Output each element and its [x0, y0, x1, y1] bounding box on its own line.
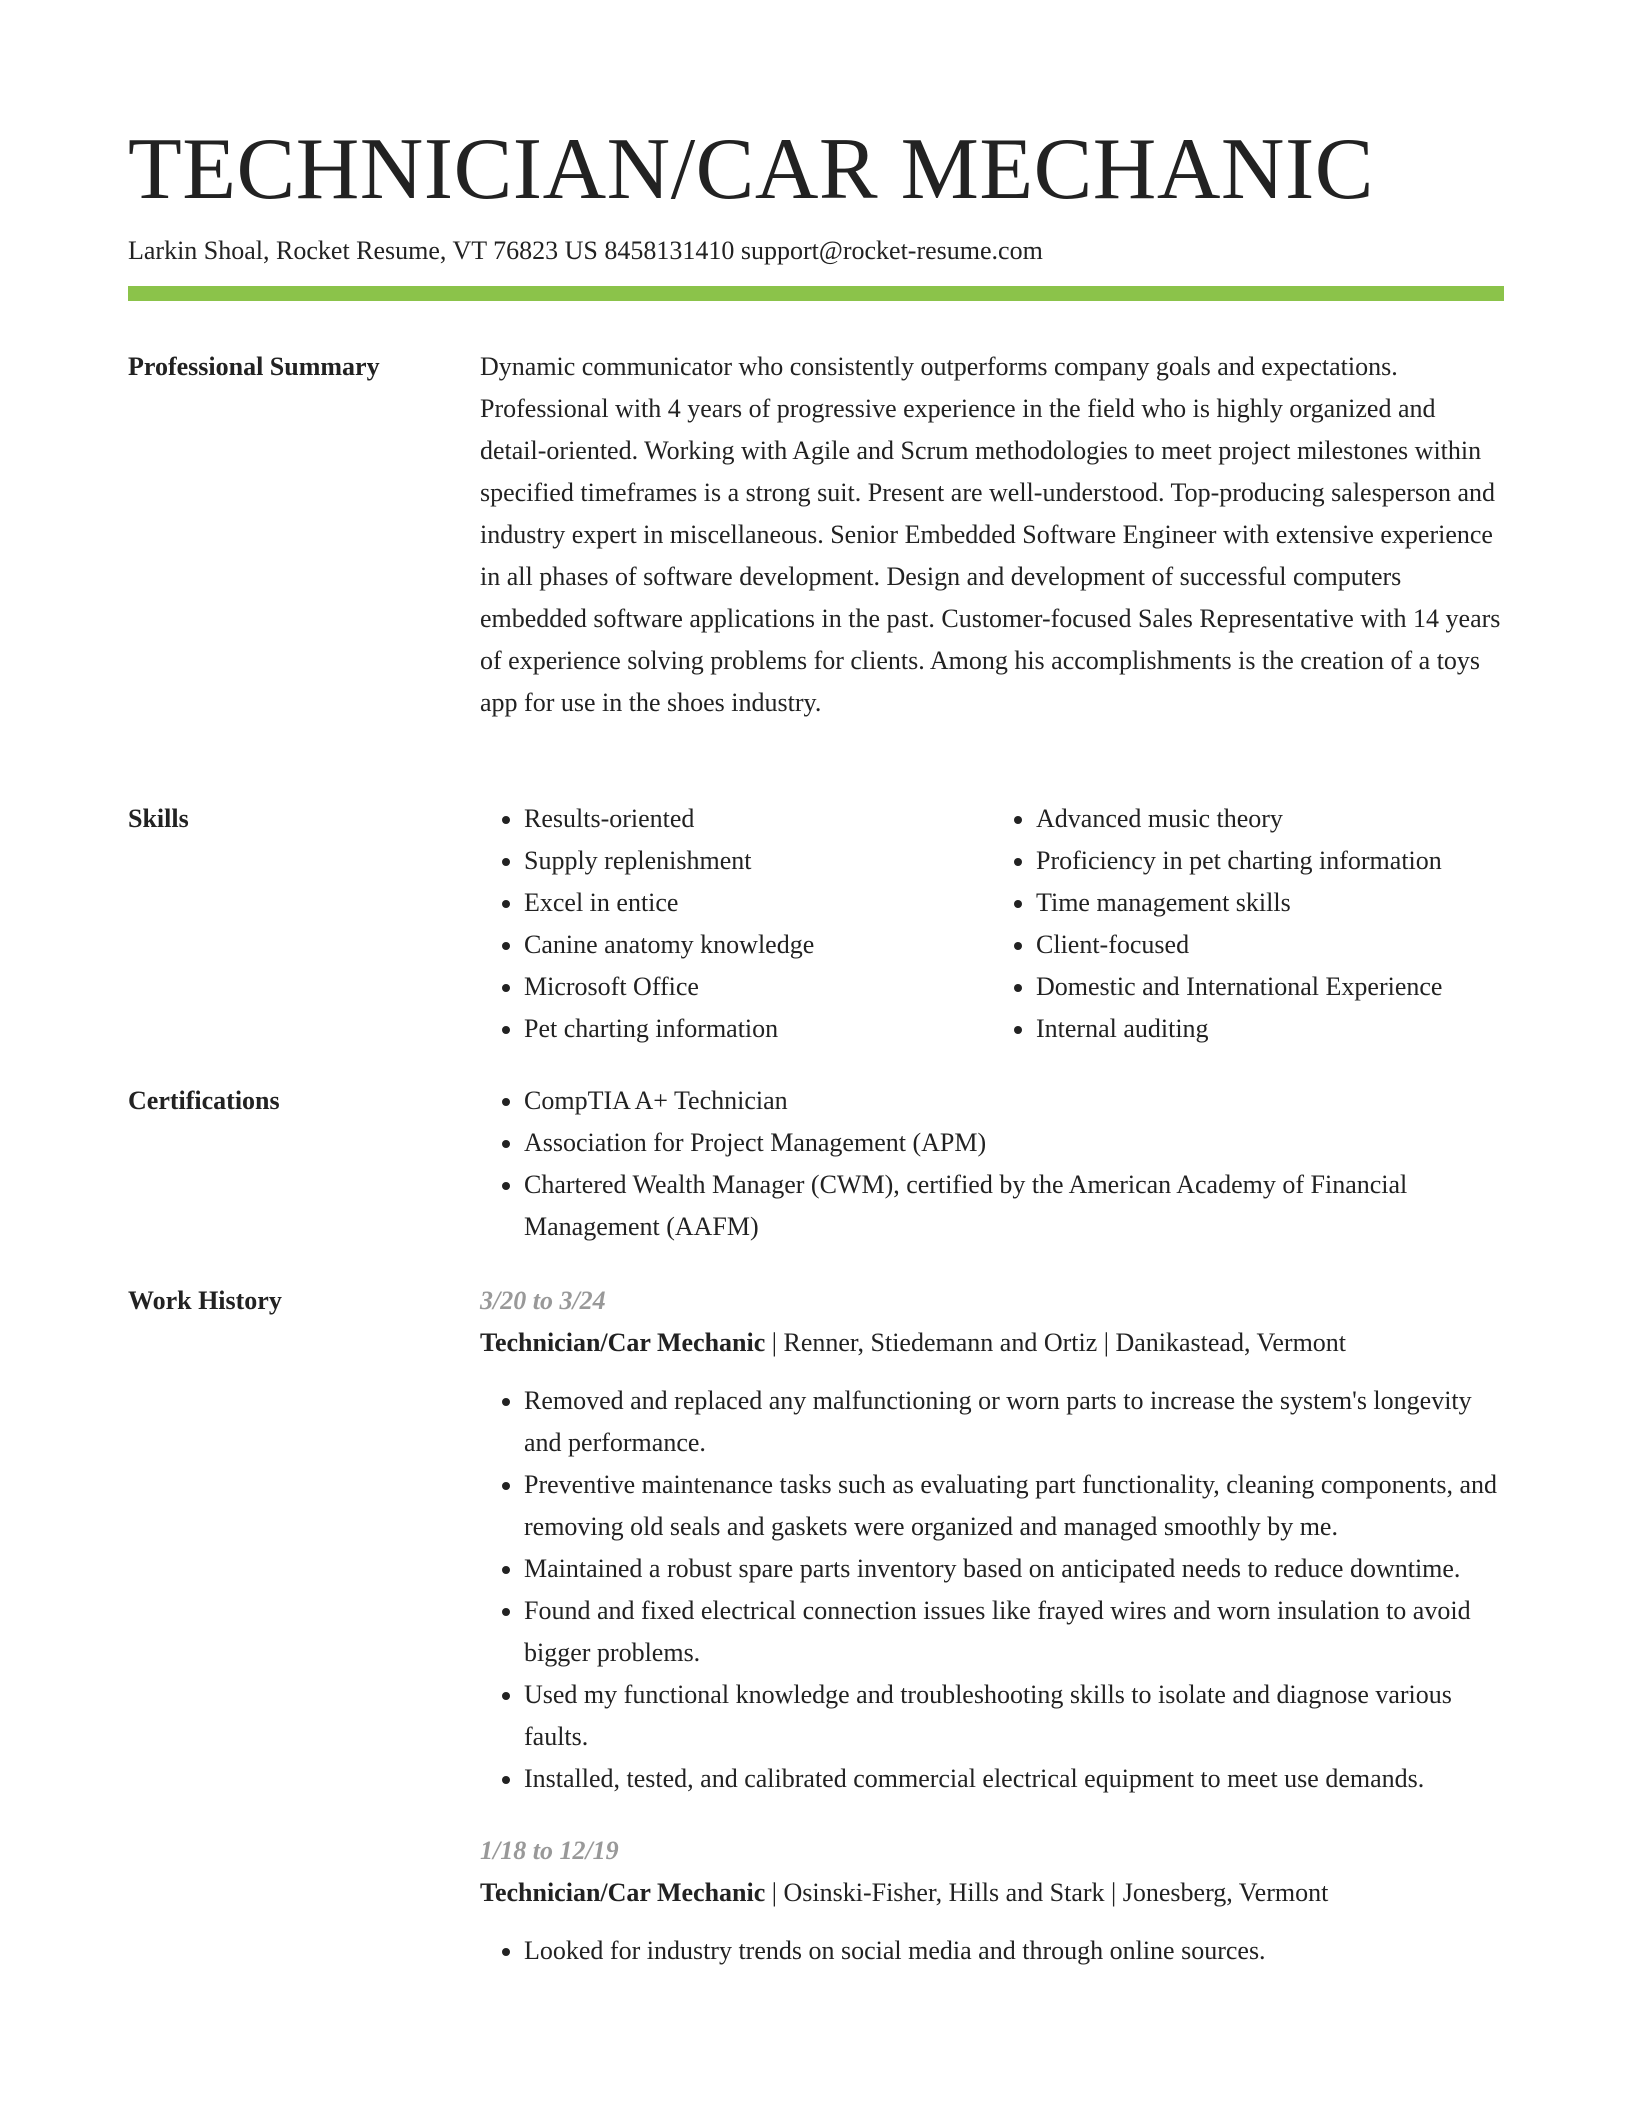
job-duties-list [480, 1930, 1504, 1972]
job-title: Technician/Car Mechanic [480, 1328, 766, 1357]
skill-item: • Pet charting information [524, 1008, 992, 1050]
skills-columns [480, 798, 1504, 1050]
job-duty-item: • Found and fixed electrical connection issues like frayed wires and worn insulation to avoid bigger problems. [524, 1590, 1504, 1674]
job-dates: 1/18 to 12/19 [480, 1836, 619, 1865]
job-duty-item: • Used my functional knowledge and troubleshooting skills to isolate and diagnose various faults. [524, 1674, 1504, 1758]
job-duty-item: • Removed and replaced any malfunctioning or worn parts to increase the system's longevity and performance. [524, 1380, 1504, 1464]
header-divider [128, 286, 1504, 301]
contact-phone: 8458131410 [604, 236, 735, 265]
summary-body [480, 346, 1504, 724]
certification-item: • Chartered Wealth Manager (CWM), certified by the American Academy of Financial Management (AAFM) [524, 1164, 1504, 1248]
job-duty-item: • Looked for industry trends on social media and through online sources. [524, 1930, 1504, 1972]
certification-item: • CompTIA A+ Technician [524, 1080, 1504, 1122]
skill-item: • Domestic and International Experience [1036, 966, 1504, 1008]
job-entry [480, 1830, 1504, 1972]
skill-item: • Advanced music theory [1036, 798, 1504, 840]
skill-item: • Excel in entice [524, 882, 992, 924]
job-duty-item: • Maintained a robust spare parts inventory based on anticipated needs to reduce downtime. [524, 1548, 1504, 1590]
job-duties-list [480, 1380, 1504, 1800]
section-label-work-history: Work History [128, 1286, 282, 1315]
skill-item: • Canine anatomy knowledge [524, 924, 992, 966]
summary-text: Dynamic communicator who consistently outperforms company goals and expectations. Professional with 4 years of progressive experience in the field who is highly organized and detail-oriented. Working with Agile and Scrum methodologies to meet project milestones within specified timeframes is a strong suit. Present are well-understood. Top-producing salesperson and industry expert in miscellaneous. Senior Embedded Software Engineer with extensive experience in all phases of software development. Design and development of successful computers embedded software applications in the past. Customer-focused Sales Representative with 14 years of experience solving problems for clients. Among his accomplishments is the creation of a toys app for use in the shoes industry. [480, 352, 1501, 717]
section-label-skills: Skills [128, 804, 189, 833]
certifications-list [480, 1080, 1504, 1248]
job-entry [480, 1280, 1504, 1800]
certification-item: • Association for Project Management (APM) [524, 1122, 1504, 1164]
skill-item: • Microsoft Office [524, 966, 992, 1008]
job-heading [480, 1322, 1504, 1364]
work-history-body [480, 1280, 1504, 1972]
contact-line [128, 234, 1504, 268]
resume-header [128, 118, 1504, 268]
job-title: Technician/Car Mechanic [480, 1878, 766, 1907]
skill-item: • Supply replenishment [524, 840, 992, 882]
section-label-summary: Professional Summary [128, 352, 380, 381]
candidate-name: TECHNICIAN/CAR MECHANIC [128, 121, 1374, 218]
skills-list-right [992, 798, 1504, 1050]
job-company-location: | Renner, Stiedemann and Ortiz | Danikastead, Vermont [765, 1328, 1347, 1357]
skills-list-left [480, 798, 992, 1050]
skills-body [480, 798, 1504, 1050]
certifications-body [480, 1080, 1504, 1248]
job-duty-item: • Installed, tested, and calibrated commercial electrical equipment to meet use demands. [524, 1758, 1504, 1800]
contact-email: support@rocket-resume.com [740, 236, 1043, 265]
section-label-certifications: Certifications [128, 1086, 280, 1115]
job-heading [480, 1872, 1504, 1914]
skill-item: • Client-focused [1036, 924, 1504, 966]
skill-item: • Internal auditing [1036, 1008, 1504, 1050]
skill-item: • Proficiency in pet charting information [1036, 840, 1504, 882]
job-company-location: | Osinski-Fisher, Hills and Stark | Jonesberg, Vermont [765, 1878, 1329, 1907]
job-duty-item: • Preventive maintenance tasks such as evaluating part functionality, cleaning components, and removing old seals and gaskets were organized and managed smoothly by me. [524, 1464, 1504, 1548]
skill-item: • Results-oriented [524, 798, 992, 840]
job-dates: 3/20 to 3/24 [480, 1286, 606, 1315]
contact-address: Larkin Shoal, Rocket Resume, VT 76823 US [128, 236, 598, 265]
skill-item: • Time management skills [1036, 882, 1504, 924]
